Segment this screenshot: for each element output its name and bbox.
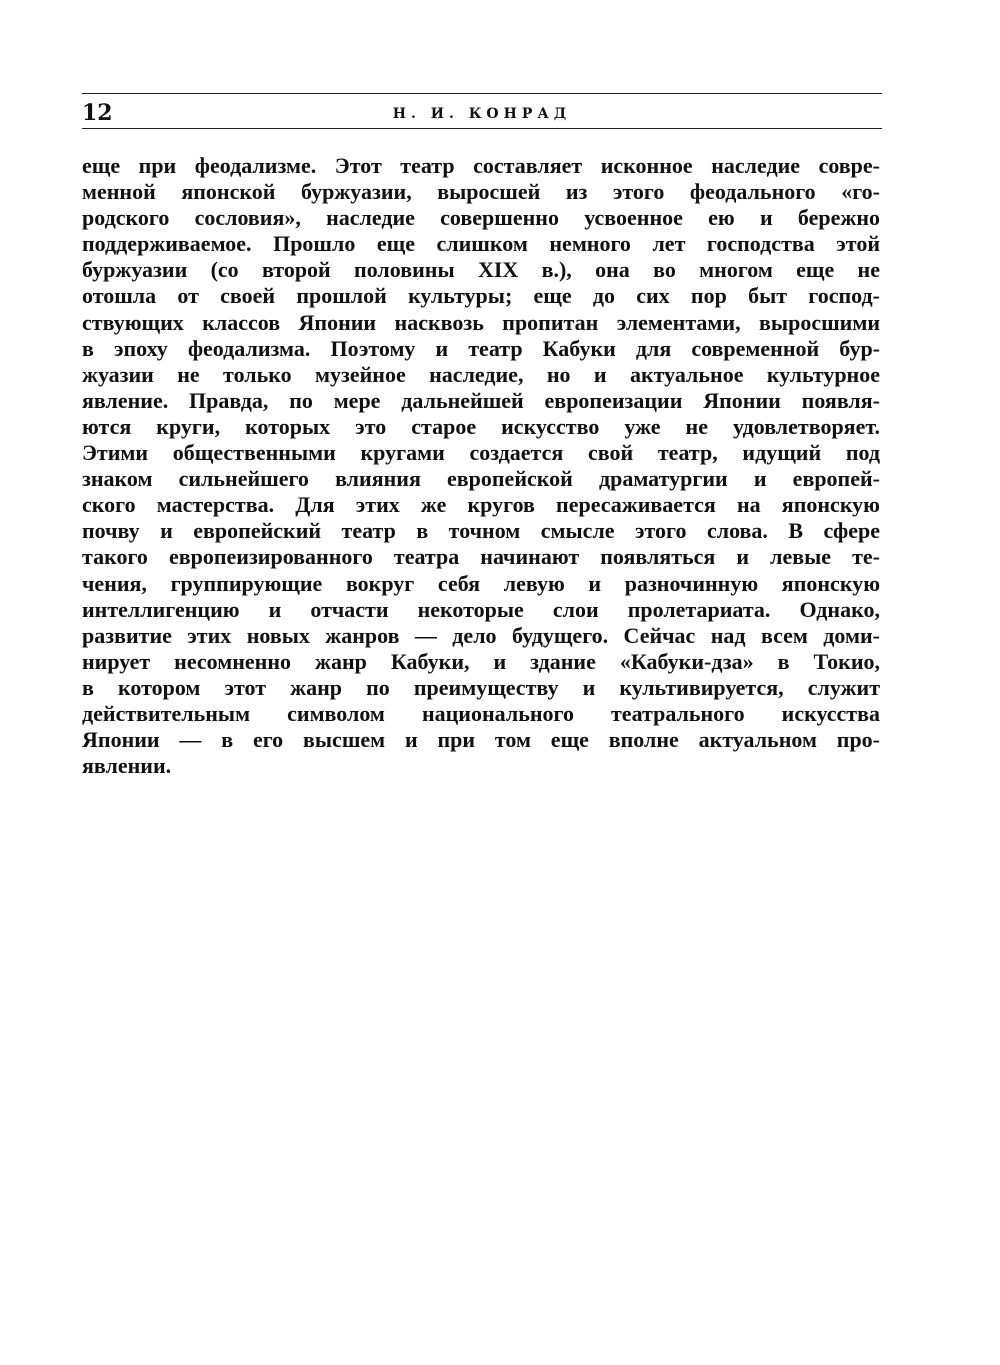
- text-line: Японии — в его высшем и при том еще вполне актуальном про-: [82, 727, 880, 753]
- text-line: родского сословия», наследие совершенно усвоенное ею и бережно: [82, 205, 880, 231]
- text-line: такого европеизированного театра начинают появляться и левые те-: [82, 544, 880, 570]
- text-line: знаком сильнейшего влияния европейской драматургии и европей-: [82, 466, 880, 492]
- text-line: развитие этих новых жанров — дело будущего. Сейчас над всем доми-: [82, 622, 880, 648]
- text-line: ются круги, которых это старое искусство уже не удовлетворяет.: [82, 413, 880, 439]
- text-line: в котором этот жанр по преимуществу и культивируется, служит: [82, 674, 880, 700]
- text-line: нирует несомненно жанр Кабуки, и здание «Кабуки-дза» в Токио,: [82, 648, 880, 674]
- text-line: почву и европейский театр в точном смысле этого слова. В сфере: [82, 518, 880, 544]
- text-line: ского мастерства. Для этих же кругов пересаживается на японскую: [82, 492, 880, 518]
- text-line: ствующих классов Японии насквозь пропитан элементами, выросшими: [82, 309, 880, 335]
- running-head-author: Н. И. КОНРАД: [392, 106, 572, 122]
- page-number: 12: [82, 100, 113, 126]
- text-line: менной японской буржуазии, выросшей из этого феодального «го-: [82, 179, 880, 205]
- text-line: буржуазии (со второй половины XIX в.), она во многом еще не: [82, 257, 880, 283]
- header-top-rule: [82, 93, 882, 94]
- body-paragraph: [82, 153, 880, 779]
- text-line: действительным символом национального театрального искусства: [82, 700, 880, 726]
- text-line: явление. Правда, по мере дальнейшей европеизации Японии появля-: [82, 387, 880, 413]
- text-line: чения, группирующие вокруг себя левую и разночинную японскую: [82, 570, 880, 596]
- text-line: поддерживаемое. Прошло еще слишком немного лет господства этой: [82, 231, 880, 257]
- text-line: интеллигенцию и отчасти некоторые слои пролетариата. Однако,: [82, 596, 880, 622]
- text-line: отошла от своей прошлой культуры; еще до сих пор быт господ-: [82, 283, 880, 309]
- text-line: еще при феодализме. Этот театр составляет исконное наследие совре-: [82, 153, 880, 178]
- text-line: жуазии не только музейное наследие, но и актуальное культурное: [82, 361, 880, 387]
- page-header: [82, 99, 882, 129]
- text-line-last: явлении.: [82, 753, 172, 779]
- header-bottom-rule: [82, 128, 882, 129]
- text-line: Этими общественными кругами создается свой театр, идущий под: [82, 440, 880, 466]
- text-line: в эпоху феодализма. Поэтому и театр Кабуки для современной бур-: [82, 335, 880, 361]
